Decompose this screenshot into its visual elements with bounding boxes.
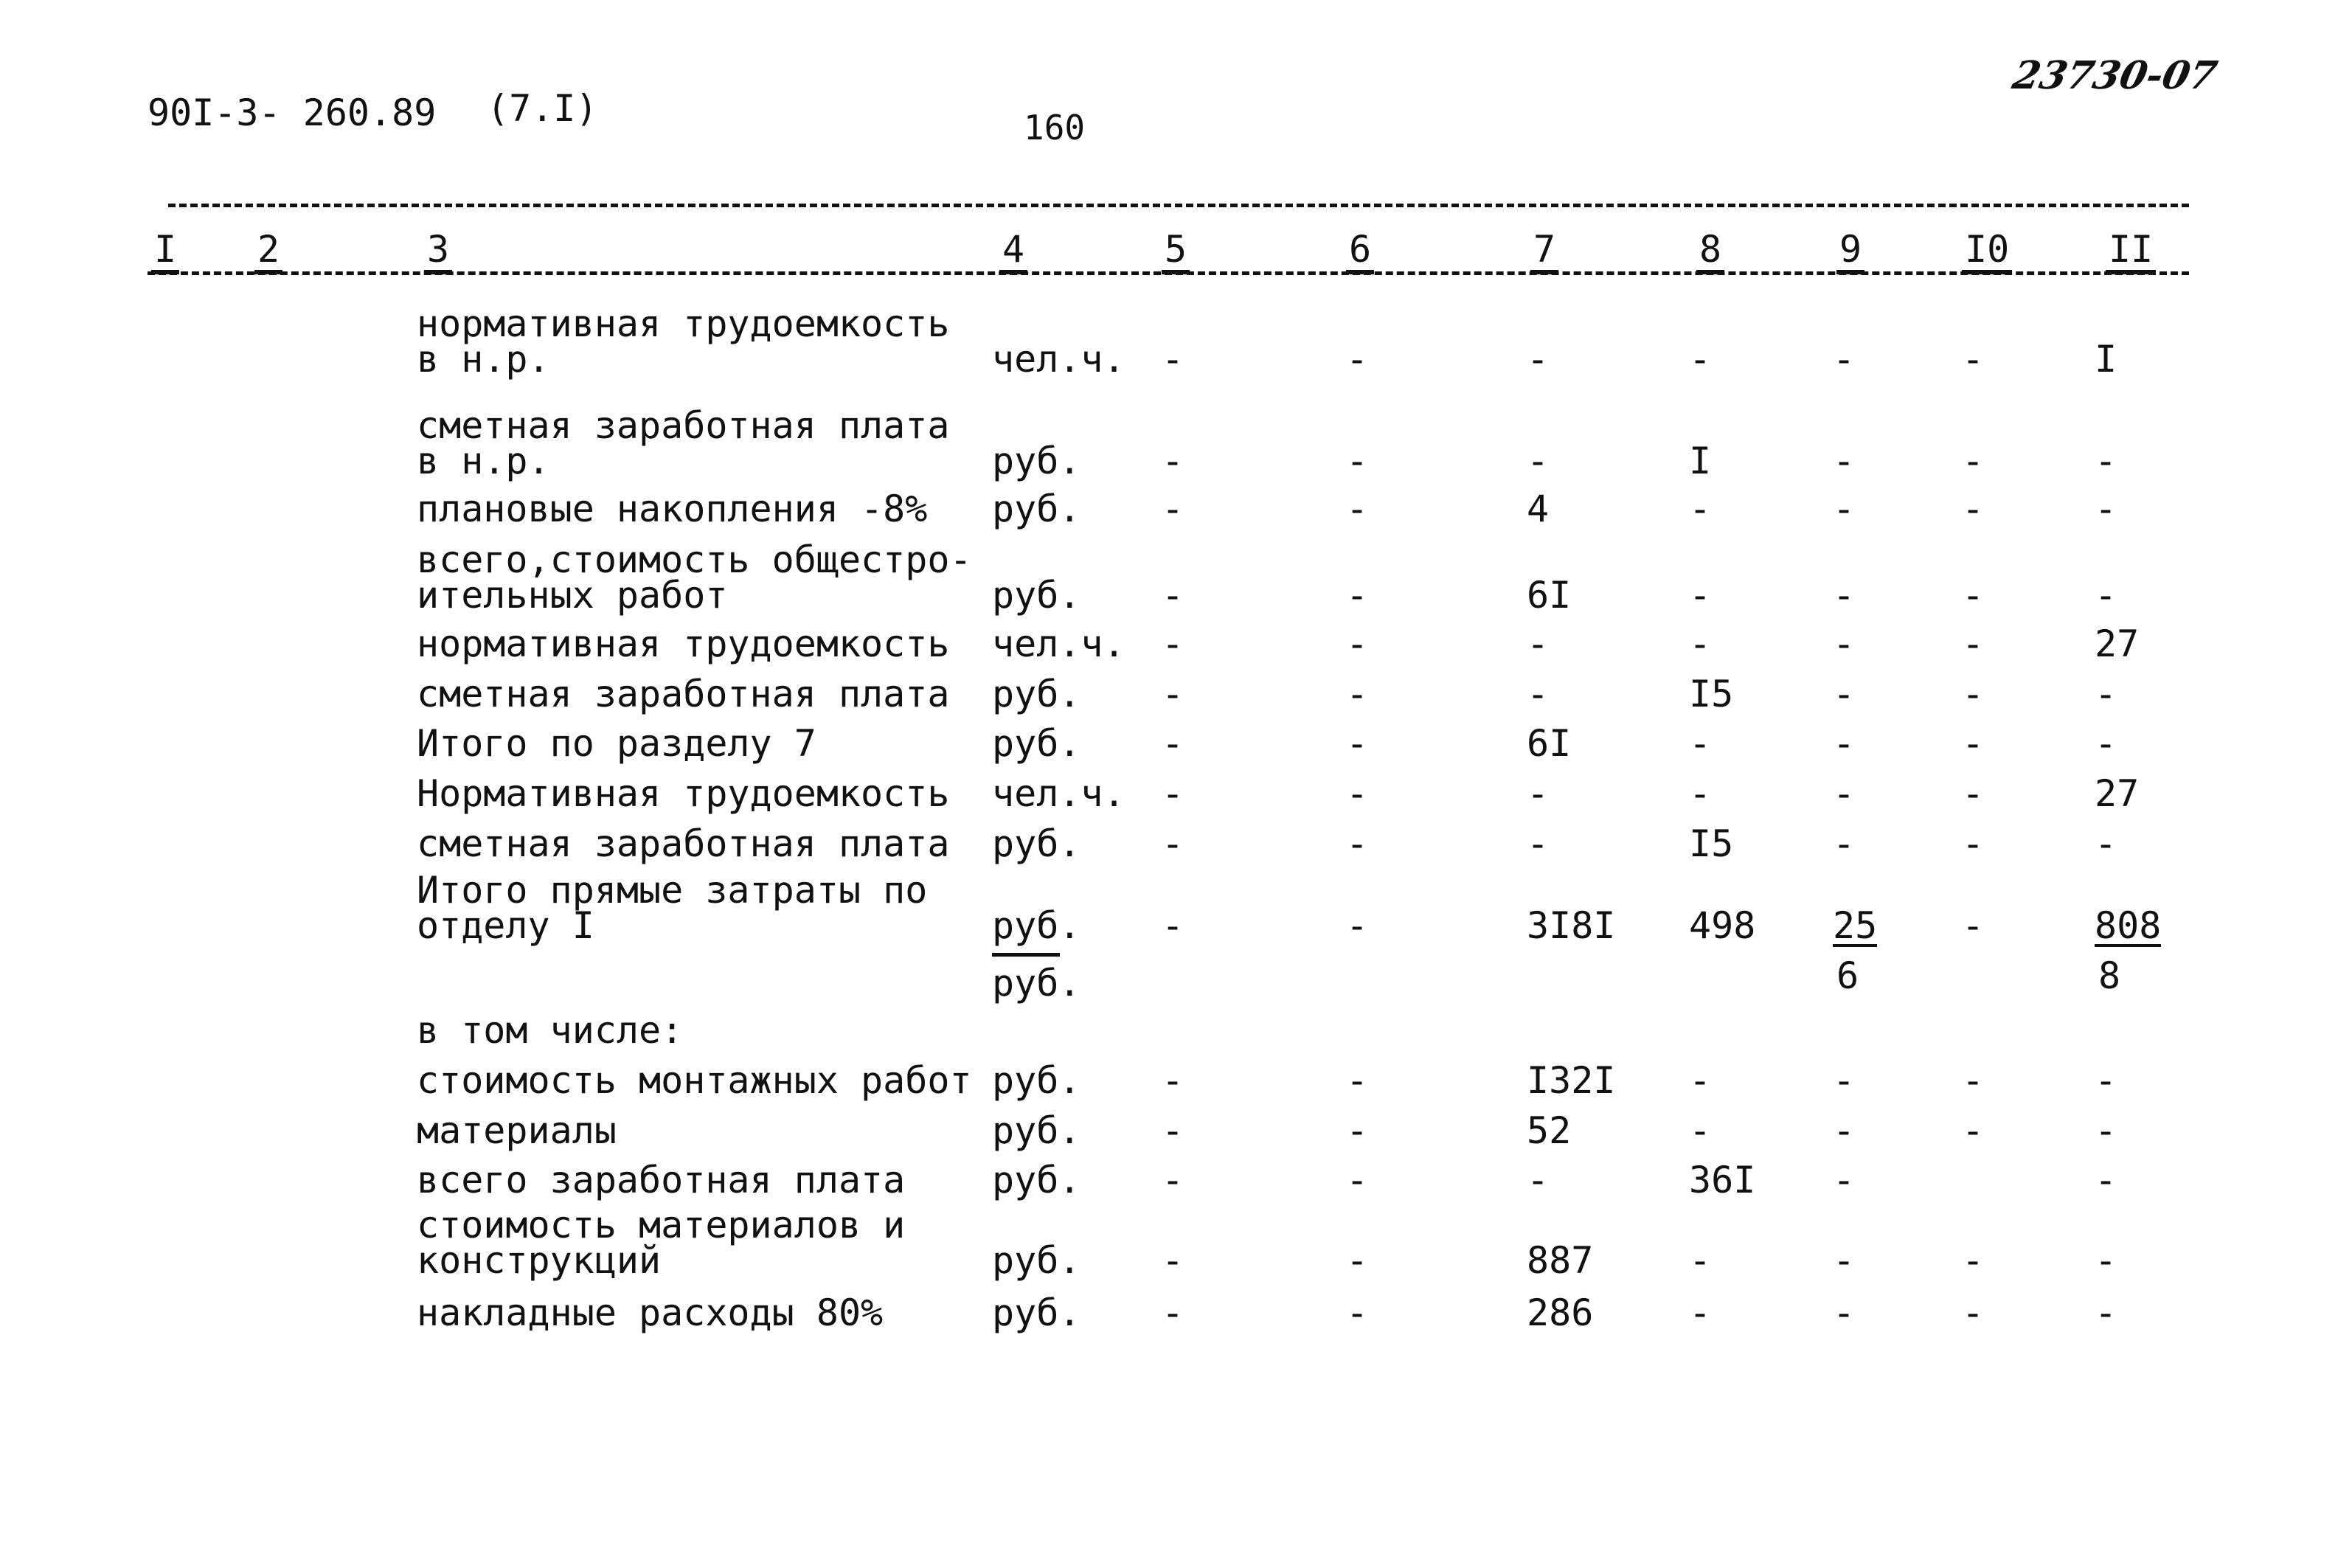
- value-cell-c8: -: [1689, 1239, 1712, 1282]
- value-cell-c7: I32I: [1527, 1059, 1616, 1102]
- row-label: конструкций: [417, 1239, 662, 1282]
- value-cell-c9: 25: [1833, 904, 1878, 947]
- unit-cell: чел.ч.: [992, 338, 1125, 381]
- value-cell-c8: -: [1689, 574, 1712, 617]
- value-cell-c11: -: [2095, 722, 2117, 765]
- value-cell-c6: -: [1346, 338, 1369, 381]
- value-cell-c10: -: [1962, 822, 1985, 865]
- value-cell-c11: -: [2095, 673, 2117, 715]
- value-cell-c7: 3I8I: [1527, 904, 1616, 947]
- value-cell-c7: 52: [1527, 1109, 1572, 1152]
- row-label: Итого по разделу 7: [417, 722, 816, 765]
- column-header: I: [151, 229, 179, 274]
- value-cell-c9: -: [1833, 1159, 1856, 1201]
- value-cell-c5: -: [1162, 574, 1184, 617]
- value-cell-c10: -: [1962, 440, 1985, 482]
- row-label: стоимость материалов и: [417, 1204, 906, 1246]
- value-cell-c8: 498: [1689, 904, 1756, 947]
- value-cell-c9: -: [1833, 722, 1856, 765]
- value-cell-c5: -: [1162, 722, 1184, 765]
- unit-cell: руб.: [992, 440, 1081, 482]
- unit-cell: чел.ч.: [992, 622, 1125, 665]
- value-cell-below-c9: 6: [1836, 954, 1859, 997]
- handwritten-note: 23730-07: [2008, 53, 2221, 98]
- value-cell-c7: -: [1527, 622, 1550, 665]
- value-cell-c9: -: [1833, 1059, 1856, 1102]
- unit-cell: чел.ч.: [992, 772, 1125, 815]
- value-cell-c5: -: [1162, 622, 1184, 665]
- row-label: плановые накопления -8%: [417, 488, 928, 530]
- column-header: 6: [1346, 229, 1374, 274]
- value-cell-c6: -: [1346, 622, 1369, 665]
- value-cell-c7: 286: [1527, 1291, 1594, 1334]
- value-cell-c9: -: [1833, 673, 1856, 715]
- row-label: Нормативная трудоемкость: [417, 772, 950, 815]
- value-cell-c5: -: [1162, 338, 1184, 381]
- unit-cell: руб.: [992, 822, 1081, 865]
- value-cell-c5: -: [1162, 904, 1184, 947]
- value-cell-c11: -: [2095, 440, 2117, 482]
- column-header: 7: [1530, 229, 1558, 274]
- value-cell-c5: -: [1162, 1291, 1184, 1334]
- value-cell-c10: -: [1962, 722, 1985, 765]
- row-label: отделу I: [417, 904, 594, 947]
- value-cell-c5: -: [1162, 440, 1184, 482]
- row-label: сметная заработная плата: [417, 404, 950, 447]
- unit-cell: руб.: [992, 1159, 1081, 1201]
- value-cell-c8: -: [1689, 722, 1712, 765]
- row-label: в н.р.: [417, 440, 550, 482]
- value-cell-below-c11: 8: [2098, 954, 2121, 997]
- unit-cell: руб.: [992, 1109, 1081, 1152]
- column-header: 3: [424, 229, 452, 274]
- value-cell-c7: -: [1527, 822, 1550, 865]
- value-cell-c9: -: [1833, 440, 1856, 482]
- row-label: Итого прямые затраты по: [417, 869, 928, 912]
- column-header: 4: [999, 229, 1027, 274]
- value-cell-c10: -: [1962, 673, 1985, 715]
- value-cell-c10: -: [1962, 1109, 1985, 1152]
- value-cell-c6: -: [1346, 1239, 1369, 1282]
- value-cell-c9: -: [1833, 1239, 1856, 1282]
- row-label: стоимость монтажных работ: [417, 1059, 972, 1102]
- value-cell-c11: 27: [2095, 622, 2140, 665]
- row-label: в том числе:: [417, 1009, 684, 1052]
- value-cell-c5: -: [1162, 1159, 1184, 1201]
- row-label: накладные расходы 80%: [417, 1291, 884, 1334]
- value-cell-c6: -: [1346, 904, 1369, 947]
- column-header: 8: [1696, 229, 1724, 274]
- value-cell-c9: -: [1833, 772, 1856, 815]
- value-cell-c10: -: [1962, 574, 1985, 617]
- value-cell-c6: -: [1346, 822, 1369, 865]
- value-cell-c8: -: [1689, 622, 1712, 665]
- value-cell-c7: -: [1527, 673, 1550, 715]
- value-cell-c7: 887: [1527, 1239, 1594, 1282]
- unit-cell: руб.: [992, 1239, 1081, 1282]
- value-cell-c5: -: [1162, 673, 1184, 715]
- row-label: материалы: [417, 1109, 617, 1152]
- column-header: 9: [1836, 229, 1864, 274]
- row-label: ительных работ: [417, 574, 728, 617]
- value-cell-c8: -: [1689, 772, 1712, 815]
- value-cell-c6: -: [1346, 772, 1369, 815]
- column-header: 5: [1162, 229, 1190, 274]
- page-number: 160: [1024, 108, 1086, 148]
- value-cell-c6: -: [1346, 574, 1369, 617]
- value-cell-c6: -: [1346, 673, 1369, 715]
- row-label: в н.р.: [417, 338, 550, 381]
- value-cell-c9: -: [1833, 1109, 1856, 1152]
- value-cell-c11: 808: [2095, 904, 2162, 947]
- value-cell-c7: -: [1527, 338, 1550, 381]
- value-cell-c9: -: [1833, 338, 1856, 381]
- value-cell-c7: 6I: [1527, 574, 1572, 617]
- unit-cell: руб.: [992, 488, 1081, 530]
- value-cell-c11: -: [2095, 1159, 2117, 1201]
- value-cell-c11: -: [2095, 488, 2117, 530]
- unit-cell: руб.: [992, 1059, 1081, 1102]
- unit-cell-below: руб.: [992, 962, 1081, 1005]
- value-cell-c11: -: [2095, 1109, 2117, 1152]
- value-cell-c8: -: [1689, 1291, 1712, 1334]
- value-cell-c8: -: [1689, 1059, 1712, 1102]
- value-cell-c10: -: [1962, 772, 1985, 815]
- row-label: сметная заработная плата: [417, 822, 950, 865]
- value-cell-c11: -: [2095, 822, 2117, 865]
- value-cell-c10: -: [1962, 622, 1985, 665]
- fraction-rule: [992, 953, 1060, 957]
- value-cell-c8: I5: [1689, 822, 1734, 865]
- row-label: всего заработная плата: [417, 1159, 906, 1201]
- value-cell-c11: -: [2095, 1059, 2117, 1102]
- value-cell-c5: -: [1162, 1239, 1184, 1282]
- table-top-rule: [168, 204, 2189, 207]
- value-cell-c10: -: [1962, 1291, 1985, 1334]
- unit-cell: руб.: [992, 673, 1081, 715]
- value-cell-c7: -: [1527, 1159, 1550, 1201]
- value-cell-c7: 4: [1527, 488, 1550, 530]
- value-cell-c10: -: [1962, 488, 1985, 530]
- value-cell-c5: -: [1162, 772, 1184, 815]
- unit-cell: руб.: [992, 1291, 1081, 1334]
- value-cell-c6: -: [1346, 488, 1369, 530]
- value-cell-c9: -: [1833, 1291, 1856, 1334]
- value-cell-c6: -: [1346, 1109, 1369, 1152]
- value-cell-c7: -: [1527, 772, 1550, 815]
- section-reference: (7.I): [487, 87, 598, 130]
- value-cell-c8: I5: [1689, 673, 1734, 715]
- value-cell-c6: -: [1346, 722, 1369, 765]
- unit-cell: руб.: [992, 722, 1081, 765]
- value-cell-c11: -: [2095, 574, 2117, 617]
- column-header: II: [2106, 229, 2156, 274]
- row-label: нормативная трудоемкость: [417, 622, 950, 665]
- value-cell-c8: I: [1689, 440, 1712, 482]
- column-header: 2: [254, 229, 282, 274]
- value-cell-c7: 6I: [1527, 722, 1572, 765]
- value-cell-c11: -: [2095, 1239, 2117, 1282]
- value-cell-c6: -: [1346, 1159, 1369, 1201]
- row-label: всего,стоимость общестро-: [417, 538, 972, 581]
- value-cell-c5: -: [1162, 822, 1184, 865]
- value-cell-c5: -: [1162, 488, 1184, 530]
- value-cell-c10: -: [1962, 904, 1985, 947]
- value-cell-c6: -: [1346, 1291, 1369, 1334]
- value-cell-c9: -: [1833, 822, 1856, 865]
- value-cell-c6: -: [1346, 440, 1369, 482]
- value-cell-c8: -: [1689, 338, 1712, 381]
- value-cell-c5: -: [1162, 1109, 1184, 1152]
- unit-cell: руб.: [992, 904, 1081, 947]
- value-cell-c11: -: [2095, 1291, 2117, 1334]
- value-cell-c8: -: [1689, 488, 1712, 530]
- value-cell-c6: -: [1346, 1059, 1369, 1102]
- document-code: 90I-3- 260.89: [148, 91, 437, 134]
- value-cell-c8: -: [1689, 1109, 1712, 1152]
- value-cell-c8: 36I: [1689, 1159, 1756, 1201]
- value-cell-c9: -: [1833, 488, 1856, 530]
- value-cell-c5: -: [1162, 1059, 1184, 1102]
- value-cell-c9: -: [1833, 622, 1856, 665]
- value-cell-c11: 27: [2095, 772, 2140, 815]
- column-header: I0: [1962, 229, 2012, 274]
- value-cell-c10: -: [1962, 1239, 1985, 1282]
- value-cell-c10: -: [1962, 1059, 1985, 1102]
- row-label: сметная заработная плата: [417, 673, 950, 715]
- value-cell-c10: -: [1962, 338, 1985, 381]
- unit-cell: руб.: [992, 574, 1081, 617]
- value-cell-c9: -: [1833, 574, 1856, 617]
- row-label: нормативная трудоемкость: [417, 302, 950, 345]
- value-cell-c7: -: [1527, 440, 1550, 482]
- value-cell-c11: I: [2095, 338, 2117, 381]
